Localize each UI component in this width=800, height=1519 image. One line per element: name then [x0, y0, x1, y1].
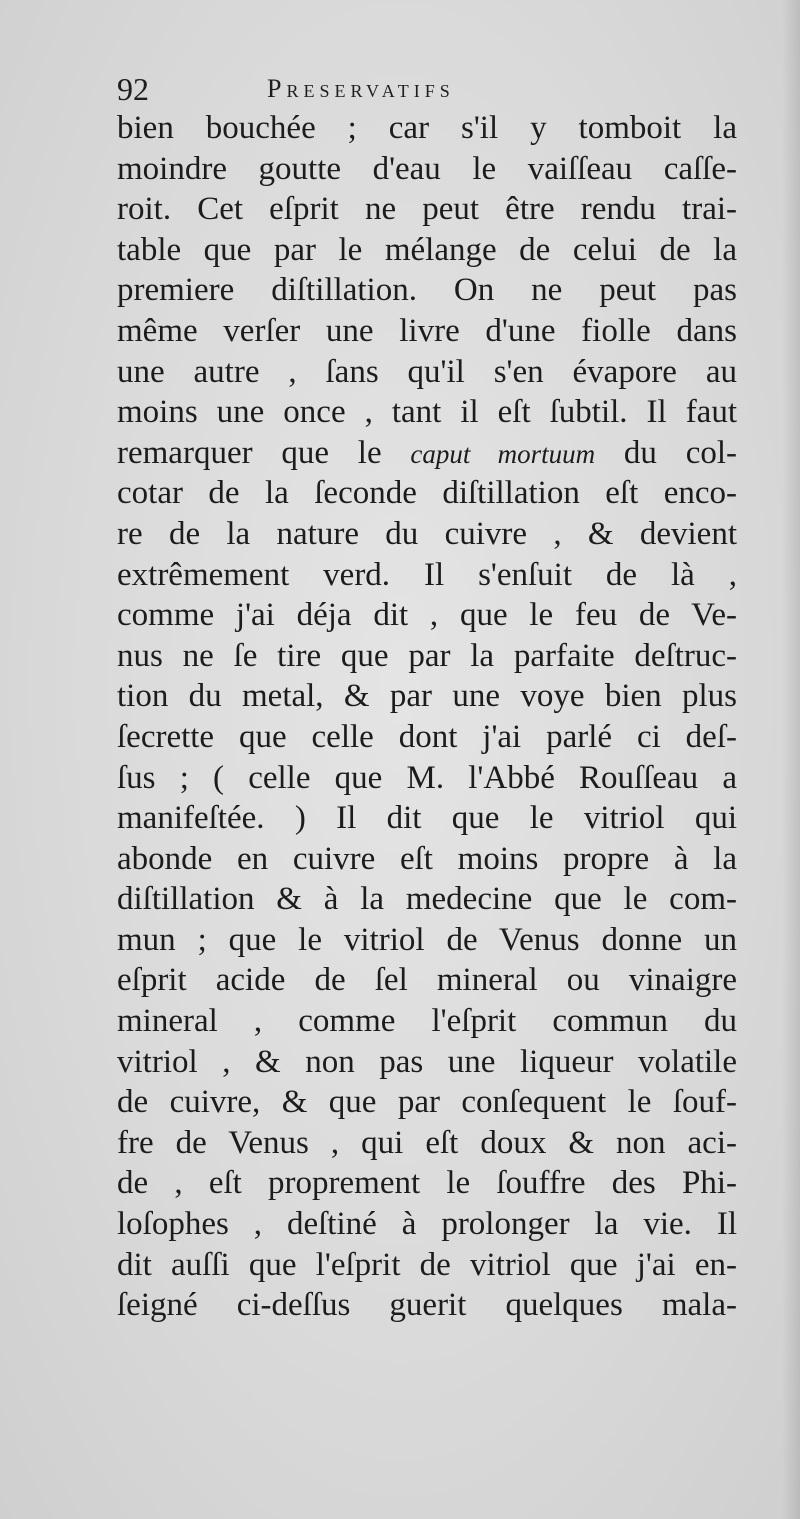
text-line: ſus ; ( celle que M. l'Abbé Rouſſeau a — [117, 759, 737, 796]
body-text — [117, 108, 737, 1326]
text-line: tion du metal, & par une voye bien plus — [117, 678, 737, 715]
text-line: de cuivre, & que par conſequent le ſouf- — [117, 1084, 737, 1121]
text-line — [117, 433, 737, 474]
text-line: bien bouchée ; car s'il y tomboit la — [117, 110, 737, 146]
text-line: table que par le mélange de celui de la — [117, 231, 737, 268]
text-line: de , eſt proprement le ſouffre des Phi- — [117, 1165, 737, 1202]
italic-phrase: caput mortuum — [410, 438, 596, 469]
text-line: une autre , ſans qu'il s'en évapore au — [117, 353, 737, 390]
text-line: moins une once , tant il eſt ſubtil. Il faut — [117, 394, 737, 431]
page-number: 92 — [117, 71, 149, 107]
text-segment: remarquer que le — [117, 434, 411, 471]
text-line: mineral , comme l'eſprit commun du — [117, 1003, 737, 1040]
text-line: mun ; que le vitriol de Venus donne un — [117, 921, 737, 958]
running-head: Preservatifs — [267, 74, 455, 103]
text-line: ſecrette que celle dont j'ai parlé ci deſ- — [117, 718, 737, 755]
page-edge-shadow — [782, 0, 800, 1519]
page-header — [117, 70, 737, 110]
text-line: nus ne ſe tire que par la parfaite deſtruc- — [117, 637, 737, 674]
text-line: abonde en cuivre eſt moins propre à la — [117, 840, 737, 877]
text-line: comme j'ai déja dit , que le feu de Ve- — [117, 597, 737, 634]
text-line: re de la nature du cuivre , & devient — [117, 515, 737, 552]
text-line: premiere diſtillation. On ne peut pas — [117, 272, 737, 309]
text-line: cotar de la ſeconde diſtillation eſt enco- — [117, 475, 737, 512]
text-line: extrêmement verd. Il s'enſuit de là , — [117, 556, 737, 593]
text-line: manifeſtée. ) Il dit que le vitriol qui — [117, 800, 737, 837]
text-line: eſprit acide de ſel mineral ou vinaigre — [117, 962, 737, 999]
text-line: roit. Cet eſprit ne peut être rendu trai- — [117, 191, 737, 228]
text-segment: du col- — [595, 434, 737, 471]
text-line: moindre goutte d'eau le vaiſſeau caſſe- — [117, 150, 737, 187]
text-line: loſophes , deſtiné à prolonger la vie. Il — [117, 1206, 737, 1243]
text-line: diſtillation & à la medecine que le com- — [117, 881, 737, 918]
text-line: fre de Venus , qui eſt doux & non aci- — [117, 1124, 737, 1161]
text-line: même verſer une livre d'une fiolle dans — [117, 312, 737, 349]
text-line: ſeigné ci-deſſus guerit quelques mala- — [117, 1287, 737, 1324]
text-line: vitriol , & non pas une liqueur volatile — [117, 1043, 737, 1080]
text-line: dit auſſi que l'eſprit de vitriol que j'ai en- — [117, 1246, 737, 1283]
